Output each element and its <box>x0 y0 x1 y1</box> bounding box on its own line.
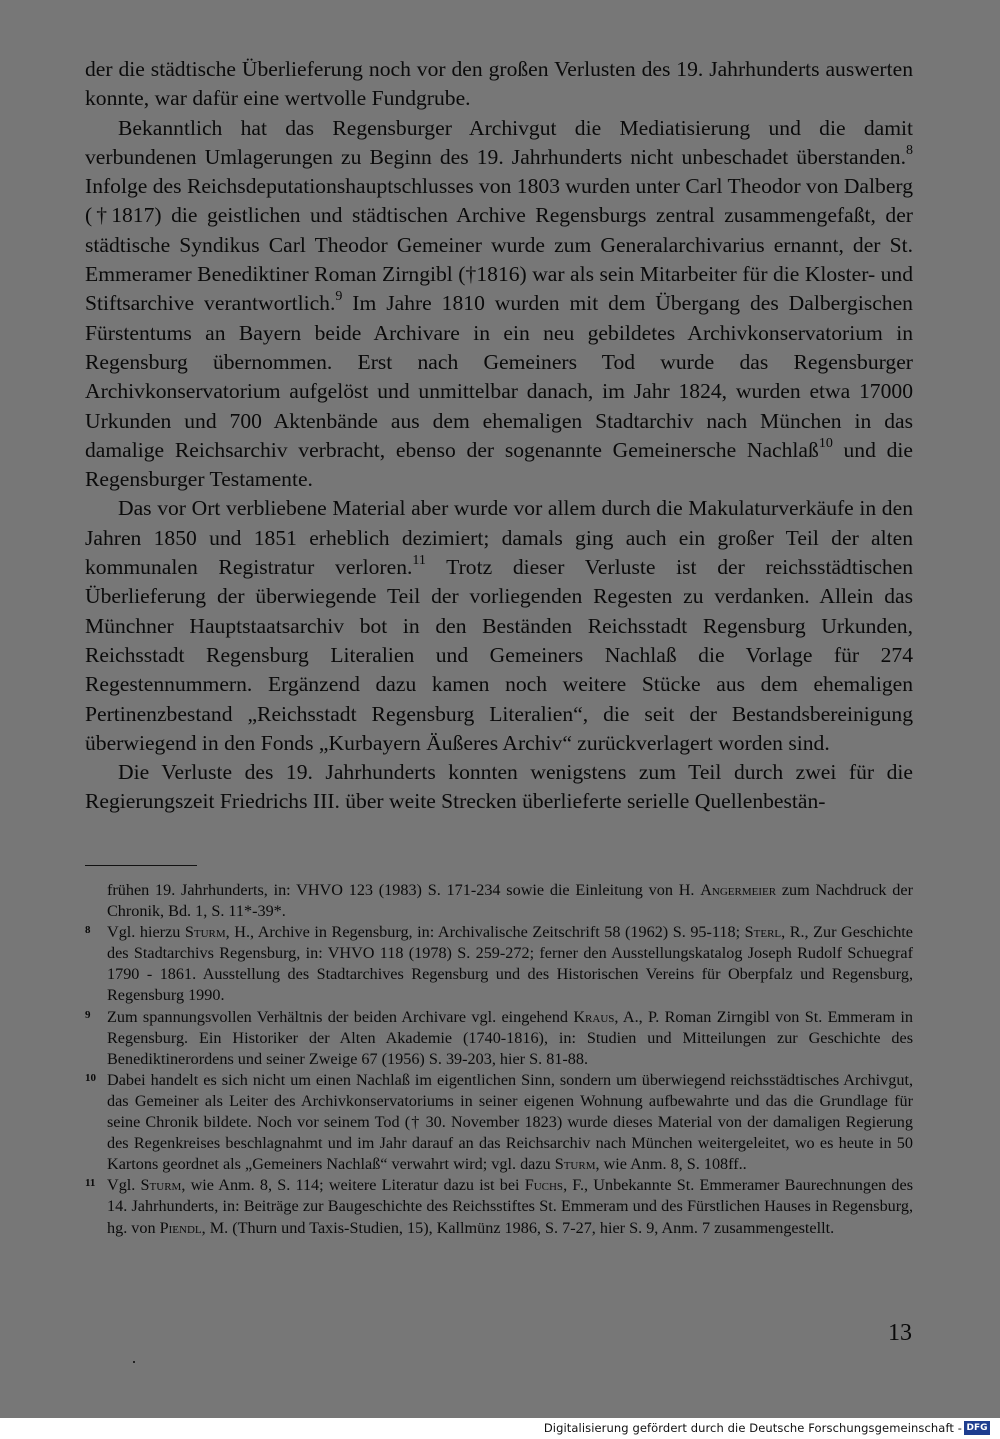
text-run: , wie Anm. 8, S. 108ff.. <box>595 1155 747 1174</box>
footnote <box>85 880 913 922</box>
text-run: zum Nachdruck der Chronik, Bd. 1, S. 11*-39*. <box>107 881 913 921</box>
text-run: Das vor Ort verbliebene Material aber wurde vor allem durch die Makulaturverkäufe in den Jahren 1850 und 1851 erheblich dezimiert; damals ging auch ein großer Teil der alten kommunalen Registratur verloren. <box>85 496 913 580</box>
footnotes <box>85 880 913 1239</box>
text-run: Infolge des Reichsdeputationshauptschlusses von 1803 wurden unter Carl Theodor von Dalberg (†1817) die geistlichen und städtischen Archive Regensburgs zentral zusammengefaßt, der städtische Syndikus Carl Theodor Gemeiner wurde zum Generalarchivarius ernannt, der St. Emmeramer Benediktiner Roman Zirngibl (†1816) war als sein Mitarbeiter für die Kloster- und Stiftsarchive verantwortlich. <box>85 174 913 316</box>
footnote <box>85 1175 913 1238</box>
author-name: Sturm <box>140 1176 182 1195</box>
funding-notice: Digitalisierung gefördert durch die Deutsche Forschungsgemeinschaft - <box>543 1421 962 1435</box>
page-number: 13 <box>888 1320 912 1346</box>
footnote <box>85 1070 913 1175</box>
text-run: Vgl. <box>107 1176 141 1195</box>
author-name: Sturm <box>184 923 226 942</box>
footnote-number: 8 <box>85 924 91 937</box>
footnote-number: 11 <box>85 1177 96 1190</box>
text-run: der die städtische Überlieferung noch vor den großen Verlusten des 19. Jahrhunderts auswerten konnte, war dafür eine wertvolle Fundgrube. <box>85 57 913 111</box>
body-text <box>85 55 913 817</box>
footnote-number: 9 <box>85 1008 91 1021</box>
text-run: frühen 19. Jahrhunderts, in: VHVO 123 (1983) S. 171-234 sowie die Einleitung von H. <box>107 881 701 899</box>
text-run: Bekanntlich hat das Regensburger Archivgut die Mediatisierung und die damit verbundenen Umlagerungen zu Beginn des 19. Jahrhunderts nicht unbeschadet überstanden. <box>85 115 913 169</box>
text-run: , F., Unbekannte St. Emmeramer Baurechnungen des 14. Jahrhunderts, in: Beiträge zur Baugeschichte des Reichsstiftes St. Emmeram und des Fürstlichen Hauses in Regensburg, hg. von <box>107 1176 914 1237</box>
text-run: , wie Anm. 8, S. 114; weitere Literatur dazu ist bei <box>181 1176 525 1195</box>
footnote-ref: 11 <box>412 552 426 568</box>
text-run: , R., Zur Geschichte des Stadtarchivs Regensburg, in: VHVO 118 (1978) S. 259-272; ferner den Ausstellungskatalog Joseph Rudolf Schuegraf 1790 - 1861. Ausstellung des Stadtarchives Regensburg und des Historischen Vereins für Oberpfalz und Regensburg, Regensburg 1990. <box>107 923 913 1005</box>
footnote <box>85 922 913 1006</box>
text-run: Die Verluste des 19. Jahrhunderts konnten wenigstens zum Teil durch zwei für die Regierungszeit Friedrichs III. über weite Strecken überlieferte serielle Quellenbestän- <box>85 760 913 814</box>
author-name: Sterl <box>744 923 782 942</box>
digitization-footer <box>0 1418 1000 1439</box>
author-name: Sturm <box>554 1155 596 1174</box>
footnote-ref: 8 <box>906 142 913 158</box>
paragraph <box>85 494 913 758</box>
text-run: Dabei handelt es sich nicht um einen Nachlaß im eigentlichen Sinn, sondern um überwiegend reichsstädtisches Archivgut, das Gemeiner als Leiter des Archivkonservatoriums in seiner eigenen Wohnung aufbewahrte und das die Grundlage für seine Chronik bildete. Noch vor seinem Tod († 30. November 1823) wurde dieses Material von der damaligen Regierung des Regenkreises beschlagnahmt und im Jahr darauf an das Reichsarchiv nach München weitergeleitet, wo es heute in 50 Kartons geordnet als „Gemeiners Nachlaß“ verwahrt wird; vgl. dazu <box>107 1070 913 1174</box>
author-name: Angermeier <box>700 881 777 899</box>
author-name: Kraus <box>573 1007 615 1026</box>
author-name: Fuchs <box>524 1176 564 1195</box>
text-run: , H., Archive in Regensburg, in: Archivalische Zeitschrift 58 (1962) S. 95-118; <box>225 923 745 942</box>
dfg-logo: DFG <box>964 1421 990 1435</box>
footnote-number: 10 <box>85 1071 96 1084</box>
text-run: Trotz dieser Verluste ist der reichsstädtischen Überlieferung der überwiegende Teil der vorliegenden Regesten zu verdanken. Allein das Münchner Hauptstaatsarchiv bot in den Beständen Reichsstadt Regensburg Urkunden, Reichsstadt Regensburg Literalien und Gemeiners Nachlaß die Vorlage für 274 Regestennummern. Ergänzend dazu kamen noch weitere Stücke aus dem ehemaligen Pertinenzbestand „Reichsstadt Regensburg Literalien“, die seit der Bestandsbereinigung überwiegend in den Fonds „Kurbayern Äußeres Archiv“ zurückverlagert worden sind. <box>85 555 913 755</box>
paragraph <box>85 55 913 114</box>
text-run: und die Regensburger Testamente. <box>85 437 913 492</box>
author-name: Piendl <box>159 1218 202 1237</box>
footnote-ref: 9 <box>335 289 343 305</box>
text-run: Zum spannungsvollen Verhältnis der beiden Archivare vgl. eingehend <box>107 1007 574 1026</box>
text-run: Im Jahre 1810 wurden mit dem Übergang des Dalbergischen Fürstentums an Bayern beide Archivare in ein neu gebildetes Archivkonservatorium in Regensburg übernommen. Erst nach Gemeiners Tod wurde das Regensburger Archivkonservatorium aufgelöst und unmittelbar danach, im Jahr 1824, wurden etwa 17000 Urkunden und 700 Aktenbände aus dem ehemaligen Stadtarchiv nach München in das damalige Reichsarchiv verbracht, ebenso der sogenannte Gemeinersche Nachlaß <box>85 291 913 462</box>
footnote-ref: 10 <box>818 435 833 451</box>
text-run: , A., P. Roman Zirngibl von St. Emmeram in Regensburg. Ein Historiker der Alten Akademie (1740-1816), in: Studien und Mitteilungen zur Geschichte des Benediktinerordens und seiner Zweige 67 (1956) S. 39-203, hier S. 81-88. <box>107 1007 913 1068</box>
text-run: Vgl. hierzu <box>107 923 185 942</box>
scan-speck <box>133 1361 135 1363</box>
paragraph <box>85 114 913 495</box>
paragraph <box>85 758 913 817</box>
footnote-separator <box>85 865 197 866</box>
footnote <box>85 1007 913 1070</box>
text-run: , M. (Thurn und Taxis-Studien, 15), Kallmünz 1986, S. 7-27, hier S. 9, Anm. 7 zusammengestellt. <box>201 1218 835 1237</box>
